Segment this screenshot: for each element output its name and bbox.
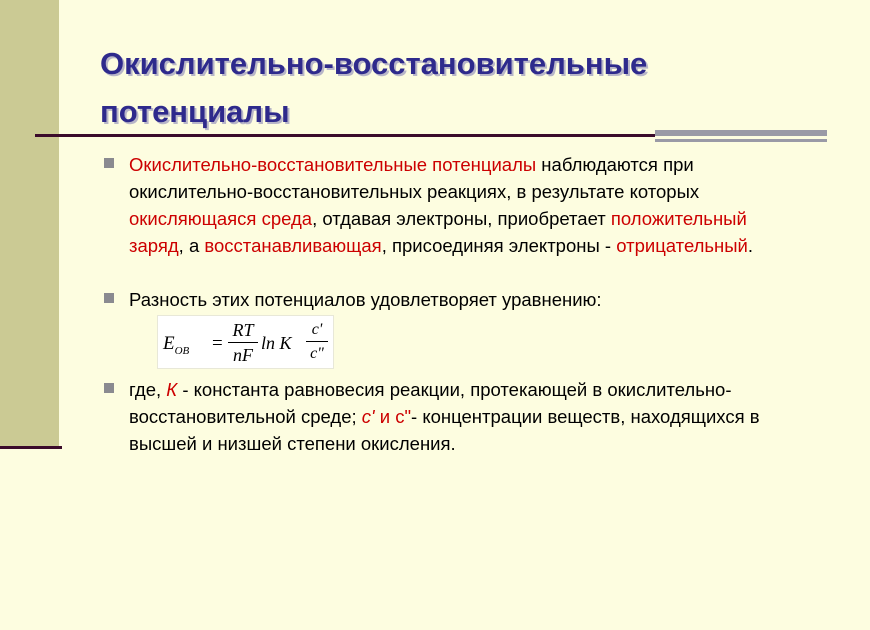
- fraction-bar: [228, 342, 258, 343]
- fraction-bar: [306, 341, 328, 342]
- fraction-denominator: nF: [233, 345, 253, 365]
- fraction-concentrations: [306, 319, 328, 364]
- text-run: , а: [178, 235, 205, 256]
- slide-title-line-2: потенциалы: [100, 94, 290, 129]
- symbol-k: К: [166, 379, 178, 400]
- term-positive-charge: положительный заряд: [129, 208, 747, 256]
- bullet-marker: [104, 158, 114, 168]
- term-redox-potentials: Окислительно-восстановительные потенциалы: [129, 154, 537, 175]
- equation-lhs-subscript: OB: [174, 344, 190, 357]
- equation-lhs: [163, 333, 189, 357]
- text-run: - константа равновесия реакции, протекающей в окислительно-восстановительной среде;: [129, 379, 732, 427]
- title-rule: [35, 134, 655, 137]
- text-run: , отдавая электроны, приобретает: [312, 208, 611, 229]
- bullet-text: [129, 376, 794, 457]
- term-oxidizing-medium: окисляющаяся среда: [129, 208, 313, 229]
- title-accent-bar: [655, 130, 827, 136]
- equation-equals: =: [212, 333, 223, 354]
- title-accent-bar-thin: [655, 139, 827, 142]
- term-negative: отрицательный: [616, 235, 748, 256]
- bullet-definition: [104, 151, 794, 259]
- fraction-rt-nf: [228, 319, 258, 366]
- fraction-numerator: c': [311, 321, 323, 338]
- text-run: - концентрации веществ, находящихся в высшей и низшей степени окисления.: [129, 406, 760, 454]
- bullet-text: [129, 151, 794, 259]
- bullet-marker: [104, 383, 114, 393]
- slide-title-line-1: Окислительно-восстановительные: [100, 46, 648, 81]
- text-run: .: [747, 235, 754, 256]
- text-run: где,: [129, 379, 167, 400]
- equation-lhs-symbol: E: [163, 333, 175, 354]
- side-band: [0, 0, 59, 449]
- bullet-equation-intro: [104, 286, 794, 313]
- term-reducing: восстанавливающая: [204, 235, 382, 256]
- bullet-text: Разность этих потенциалов удовлетворяет уравнению:: [129, 289, 602, 310]
- side-band-rule: [0, 446, 62, 449]
- text-run: , присоединяя электроны -: [381, 235, 617, 256]
- fraction-numerator: RT: [232, 320, 254, 340]
- equation-ln-k: ln K: [261, 333, 292, 353]
- symbol-c-prime: с': [361, 406, 375, 427]
- symbol-c-double-prime: и с": [374, 406, 412, 427]
- bullet-notation: [104, 376, 794, 457]
- fraction-denominator: c": [310, 345, 324, 362]
- equation-image: [157, 315, 334, 369]
- slide-title: [100, 40, 800, 136]
- bullet-marker: [104, 293, 114, 303]
- text-run: наблюдаются при окислительно-восстановительных реакциях, в результате которых: [129, 154, 700, 202]
